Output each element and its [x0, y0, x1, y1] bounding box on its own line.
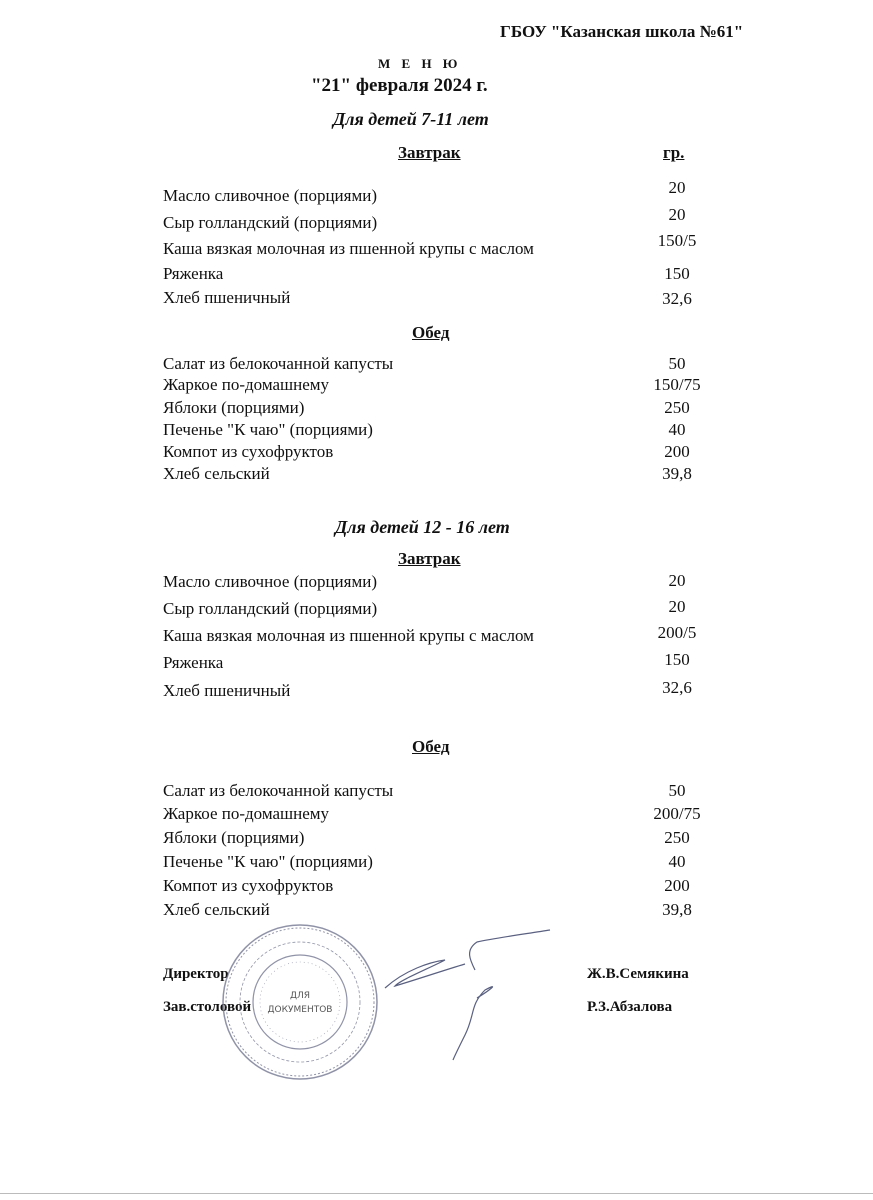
menu-item-name: Яблоки (порциями) — [163, 828, 305, 847]
menu-item-weight: 32,6 — [662, 289, 692, 308]
menu-item-name: Сыр голландский (порциями) — [163, 599, 378, 618]
signature-role: Директор — [163, 966, 229, 982]
menu-item-name: Печенье "К чаю" (порциями) — [163, 420, 373, 439]
svg-text:ДОКУМЕНТОВ: ДОКУМЕНТОВ — [267, 1005, 333, 1015]
menu-item-weight: 200 — [664, 876, 690, 895]
meal-heading: Завтрак — [398, 143, 461, 162]
menu-item-name: Печенье "К чаю" (порциями) — [163, 852, 373, 871]
menu-item-weight: 20 — [668, 205, 686, 224]
menu-item-name: Сыр голландский (порциями) — [163, 213, 378, 232]
menu-item-weight: 40 — [668, 420, 686, 439]
menu-item-name: Хлеб сельский — [163, 464, 270, 483]
menu-item-name: Ряженка — [163, 264, 224, 283]
menu-item-weight: 39,8 — [662, 900, 692, 919]
menu-item-weight: 250 — [664, 398, 690, 417]
menu-item-name: Масло сливочное (порциями) — [163, 186, 377, 205]
menu-item-weight: 20 — [668, 178, 686, 197]
organization-name: ГБОУ "Казанская школа №61" — [500, 22, 744, 41]
menu-item-weight: 20 — [668, 571, 686, 590]
menu-item-name: Хлеб пшеничный — [163, 681, 291, 700]
menu-item-weight: 39,8 — [662, 464, 692, 483]
menu-item-weight: 50 — [668, 354, 686, 373]
age-group-title: Для детей 7-11 лет — [333, 109, 489, 129]
menu-item-name: Масло сливочное (порциями) — [163, 572, 377, 591]
menu-item-name: Яблоки (порциями) — [163, 398, 305, 417]
menu-item-name: Компот из сухофруктов — [163, 876, 334, 895]
menu-item-name: Хлеб пшеничный — [163, 288, 291, 307]
menu-item-name: Каша вязкая молочная из пшенной крупы с маслом — [163, 626, 534, 645]
signature-name: Ж.В.Семякина — [587, 966, 689, 982]
menu-item-name: Хлеб сельский — [163, 900, 270, 919]
menu-item-weight: 150 — [664, 264, 690, 283]
age-group-title: Для детей 12 - 16 лет — [335, 517, 510, 537]
menu-item-weight: 150/5 — [657, 231, 697, 250]
menu-item-weight: 200/75 — [653, 804, 701, 823]
signature-role: Зав.столовой — [163, 999, 252, 1015]
meal-heading: Завтрак — [398, 549, 461, 568]
menu-item-weight: 150/75 — [653, 375, 701, 394]
menu-item-weight: 250 — [664, 828, 690, 847]
page-edge — [0, 1193, 873, 1194]
menu-item-name: Каша вязкая молочная из пшенной крупы с маслом — [163, 239, 534, 258]
menu-item-name: Салат из белокочанной капусты — [163, 781, 394, 800]
menu-date: "21" февраля 2024 г. — [311, 75, 488, 96]
menu-item-name: Компот из сухофруктов — [163, 442, 334, 461]
menu-item-name: Жаркое по-домашнему — [163, 375, 330, 394]
meal-heading: Обед — [412, 737, 450, 756]
meal-heading: Обед — [412, 323, 450, 342]
menu-item-weight: 200 — [664, 442, 690, 461]
menu-item-weight: 150 — [664, 650, 690, 669]
menu-item-name: Ряженка — [163, 653, 224, 672]
svg-text:ДЛЯ: ДЛЯ — [289, 991, 311, 1001]
menu-item-weight: 50 — [668, 781, 686, 800]
menu-item-weight: 40 — [668, 852, 686, 871]
menu-item-weight: 200/5 — [657, 623, 697, 642]
menu-title: М Е Н Ю — [378, 56, 462, 71]
menu-item-name: Салат из белокочанной капусты — [163, 354, 394, 373]
unit-label: гр. — [663, 143, 685, 162]
official-stamp-and-signature — [215, 920, 575, 1090]
signature-name: Р.З.Абзалова — [587, 999, 673, 1015]
menu-item-weight: 20 — [668, 597, 686, 616]
menu-item-weight: 32,6 — [662, 678, 692, 697]
menu-item-name: Жаркое по-домашнему — [163, 804, 330, 823]
